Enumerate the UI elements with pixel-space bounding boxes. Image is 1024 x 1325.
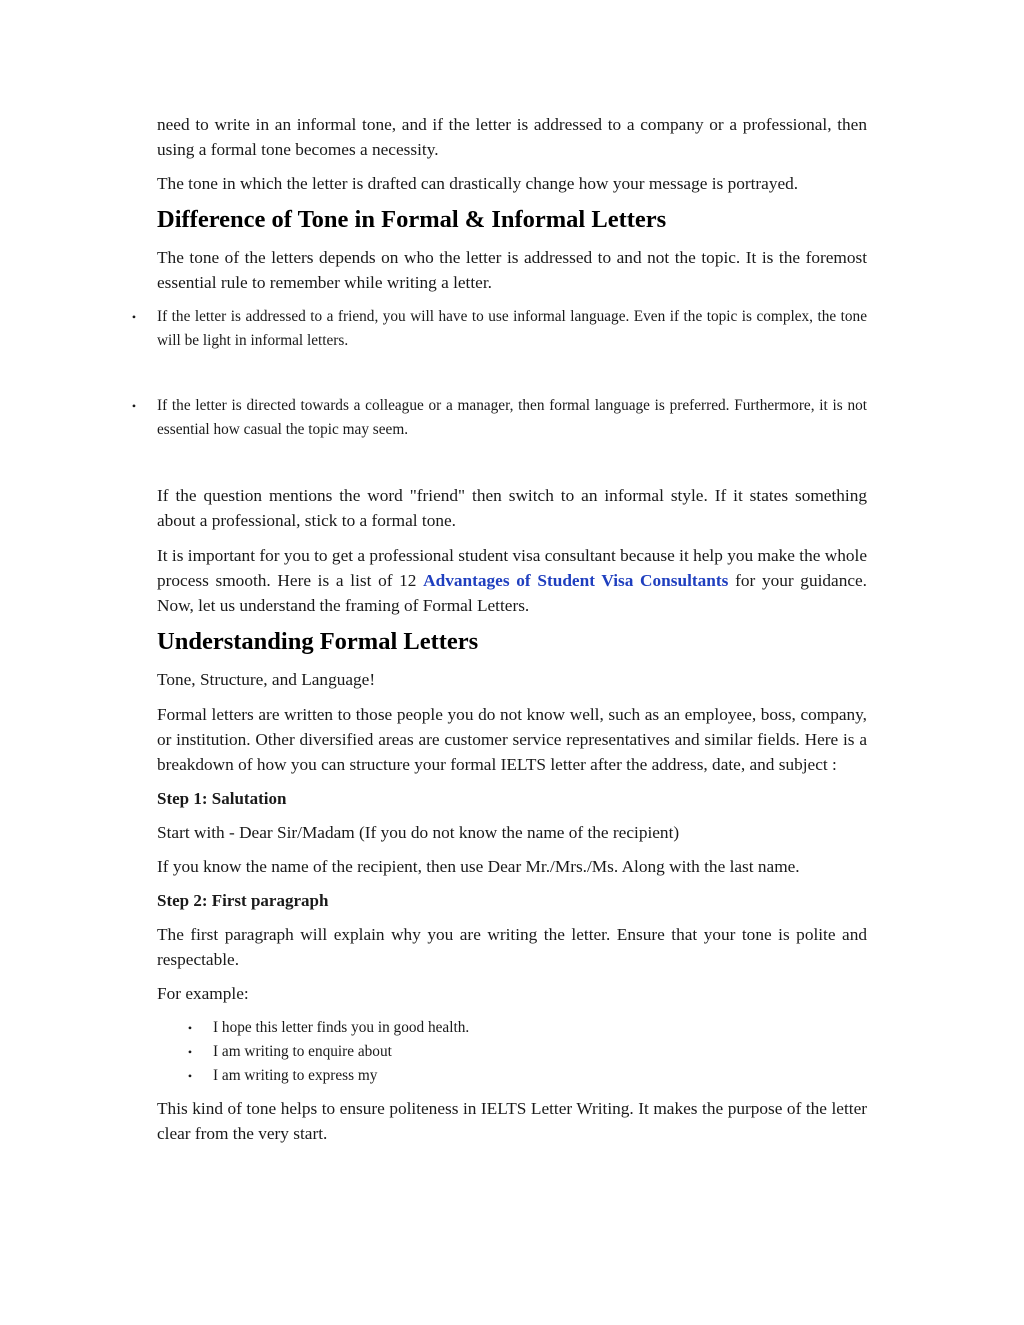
consultant-text-before: It is important for you to get a professional student visa consultant because it help you make the whole process smooth. Here is a list of 12 [157, 546, 867, 590]
intro-tone-paragraph: The tone in which the letter is drafted can drastically change how your message is portrayed. [157, 174, 799, 193]
step2-paragraph-1: The first paragraph will explain why you are writing the letter. Ensure that your tone is polite and respectable. [157, 925, 867, 969]
example-text: I hope this letter finds you in good health. [213, 1019, 470, 1036]
step1-paragraph-1: Start with - Dear Sir/Madam (If you do not know the name of the recipient) [157, 823, 680, 842]
section-subtitle: Tone, Structure, and Language! [157, 670, 376, 689]
list-item [187, 1016, 867, 1040]
formal-letters-paragraph: Formal letters are written to those people you do not know well, such as an employee, boss, company, or institution. Other diversified areas are customer service representatives and similar fields. Here is a breakdown of how you can structure your formal IELTS letter after the address, date, and subject : [157, 705, 867, 774]
politeness-paragraph: This kind of tone helps to ensure politeness in IELTS Letter Writing. It makes the purpose of the letter clear from the very start. [157, 1099, 867, 1143]
step2-title: Step 2: First paragraph [157, 891, 329, 910]
section-heading-tone-difference: Difference of Tone in Formal & Informal Letters [157, 206, 667, 233]
section-heading-formal-letters: Understanding Formal Letters [157, 628, 479, 655]
step1-title: Step 1: Salutation [157, 789, 287, 808]
example-text: I am writing to enquire about [213, 1043, 392, 1060]
example-text: I am writing to express my [213, 1067, 378, 1084]
bullet-icon: • [187, 1021, 193, 1035]
list-item [187, 1064, 867, 1088]
bullet-icon: • [131, 399, 137, 413]
bullet-text: If the letter is addressed to a friend, you will have to use informal language. Even if the topic is complex, the tone will be light in informal letters. [157, 308, 867, 349]
consultant-text-after: for your guidance. Now, let us understand the framing of Formal Letters. [157, 571, 868, 615]
bullet-icon: • [187, 1045, 193, 1059]
friend-style-paragraph: If the question mentions the word "friend" then switch to an informal style. If it states something about a professional, stick to a formal tone. [157, 486, 867, 530]
bullet-icon: • [131, 310, 137, 324]
bullet-icon: • [187, 1069, 193, 1083]
advantages-link[interactable]: Advantages of Student Visa Consultants [423, 571, 729, 590]
list-item [131, 394, 867, 442]
list-item [187, 1040, 867, 1064]
tone-depends-paragraph: The tone of the letters depends on who the letter is addressed to and not the topic. It is the foremost essential rule to remember while writing a letter. [157, 248, 867, 292]
example-list [157, 1016, 867, 1088]
step1-paragraph-2: If you know the name of the recipient, then use Dear Mr./Mrs./Ms. Along with the last name. [157, 857, 800, 876]
list-item [131, 305, 867, 353]
bullet-text: If the letter is directed towards a colleague or a manager, then formal language is preferred. Furthermore, it is not essential how casual the topic may seem. [157, 397, 867, 438]
consultant-paragraph [157, 543, 867, 618]
document-page [131, 112, 868, 1146]
intro-paragraph: need to write in an informal tone, and if the letter is addressed to a company or a professional, then using a formal tone becomes a necessity. [157, 115, 867, 159]
tone-bullet-list [131, 305, 867, 442]
example-label: For example: [157, 984, 249, 1003]
